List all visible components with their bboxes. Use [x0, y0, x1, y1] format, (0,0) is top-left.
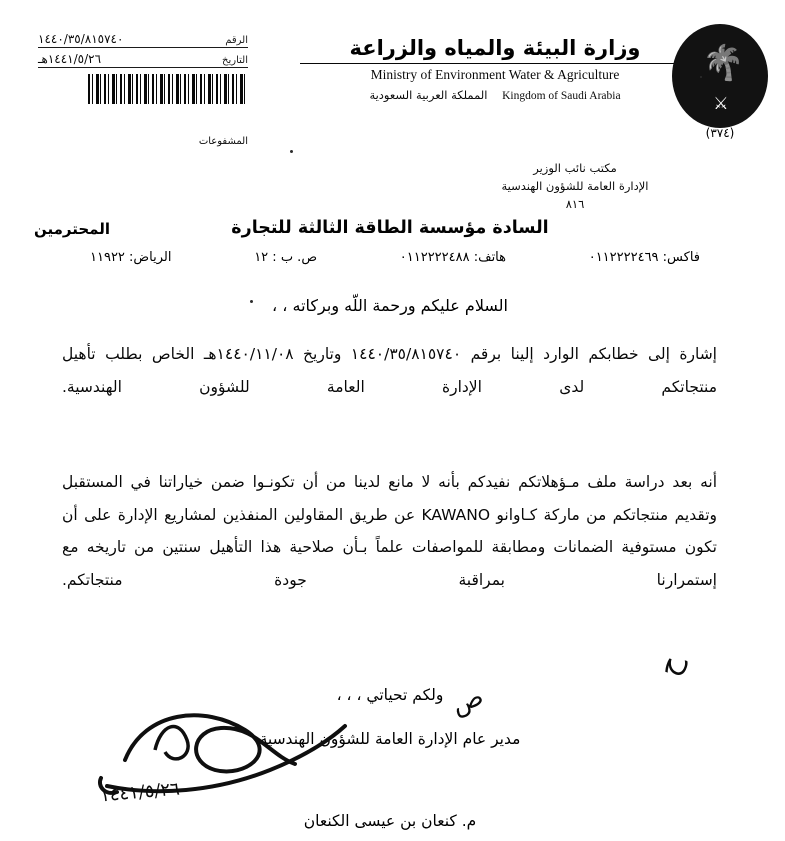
scan-speckle — [290, 150, 293, 153]
addressee-phone: هاتف: ٠١١٢٢٢٢٤٨٨ — [399, 250, 506, 265]
letter-header — [0, 14, 785, 211]
reference-number-value: ١٤٤٠/٣٥/٨١٥٧٤٠ — [38, 32, 124, 46]
attachments-label: المشفوعات — [198, 136, 248, 147]
kingdom-line — [300, 88, 690, 102]
addressee-honorific: المحترمين — [33, 220, 110, 238]
handwritten-initial-1: ح — [650, 650, 690, 681]
reference-stamp-block — [38, 32, 248, 147]
addressee-city: الرياض: ١١٩٢٢ — [90, 250, 172, 265]
handwritten-initial-2: ص — [447, 681, 488, 721]
scan-speckle — [250, 300, 253, 303]
crossed-swords-icon: ⚔ — [713, 94, 727, 114]
reference-number-row — [38, 32, 248, 48]
body-paragraph-2: أنه بعد دراسة ملف مـؤهلاتكم نفيدكم بأنه لا مانع لدينا من أن تكونـوا ضمن خياراتنا في المستقبل وتقديم منتجاتكم من ماركة كـاوانو KAWANO عن طريق المقاولين المنفذين لمشاريع الإدارة على أن تكون مستوفية الضمانات ومطابقة للمواصفات علماً بـأن صلاحية هذا التأهيل سنتين من تاريخه مع إستمرارنا بمراقبة جودة منتجاتكم. — [62, 473, 717, 589]
reference-date-row — [38, 52, 248, 68]
addressee-block — [33, 218, 720, 265]
ministry-title-arabic: وزارة البيئة والمياه والزراعة — [349, 36, 641, 60]
office-line-2: الإدارة العامة للشؤون الهندسية — [501, 178, 649, 193]
reference-date-label: التاريخ — [222, 55, 248, 66]
addressee-fax: فاكس: ٠١١٢٢٢٢٤٦٩ — [588, 250, 700, 265]
handwritten-date: ١٤٤١/٥/٢٦ — [99, 778, 181, 807]
addressee-po-box: ص. ب : ١٢ — [254, 250, 318, 265]
salutation: السلام عليكم ورحمة اللّه وبركاته ، ، — [272, 296, 508, 315]
scan-speckle — [700, 76, 702, 78]
addressee-contact-row — [60, 250, 720, 265]
office-line-3: ٨١٦ — [565, 196, 585, 211]
emblem-code: (٣٧٤) — [705, 126, 735, 140]
barcode-icon — [88, 74, 248, 104]
office-lines — [430, 160, 720, 213]
addressee-name: السادة مؤسسة الطاقة الثالثة للتجارة — [231, 218, 549, 238]
office-line-1: مكتب نائب الوزير — [533, 161, 617, 175]
kingdom-arabic: المملكة العربية السعودية — [369, 88, 488, 103]
body-paragraph-1: إشارة إلى خطابكم الوارد إلينا برقم ١٤٤٠/٣٥/٨١٥٧٤٠ وتاريخ ١٤٤٠/١١/٠٨هـ الخاص بطلب تأهيل منتجاتكم لدى الإدارة العامة للشؤون الهندسية. — [62, 345, 717, 396]
saudi-emblem-icon — [672, 24, 768, 128]
reference-date-value: ١٤٤١/٥/٢٦هـ — [38, 52, 102, 66]
signer-name: م. كنعان بن عيسى الكنعان — [303, 812, 477, 830]
closing-line: ولكم تحياتي ، ، ، — [336, 686, 444, 704]
reference-number-label: الرقم — [225, 35, 248, 46]
ministry-title-block — [300, 36, 690, 102]
palm-tree-icon: 🌴 — [702, 43, 745, 83]
kingdom-english: Kingdom of Saudi Arabia — [502, 90, 621, 103]
ministry-title-english: Ministry of Environment Water & Agriculture — [300, 63, 690, 83]
signer-title: مدير عام الإدارة العامة للشؤون الهندسية — [259, 730, 521, 748]
